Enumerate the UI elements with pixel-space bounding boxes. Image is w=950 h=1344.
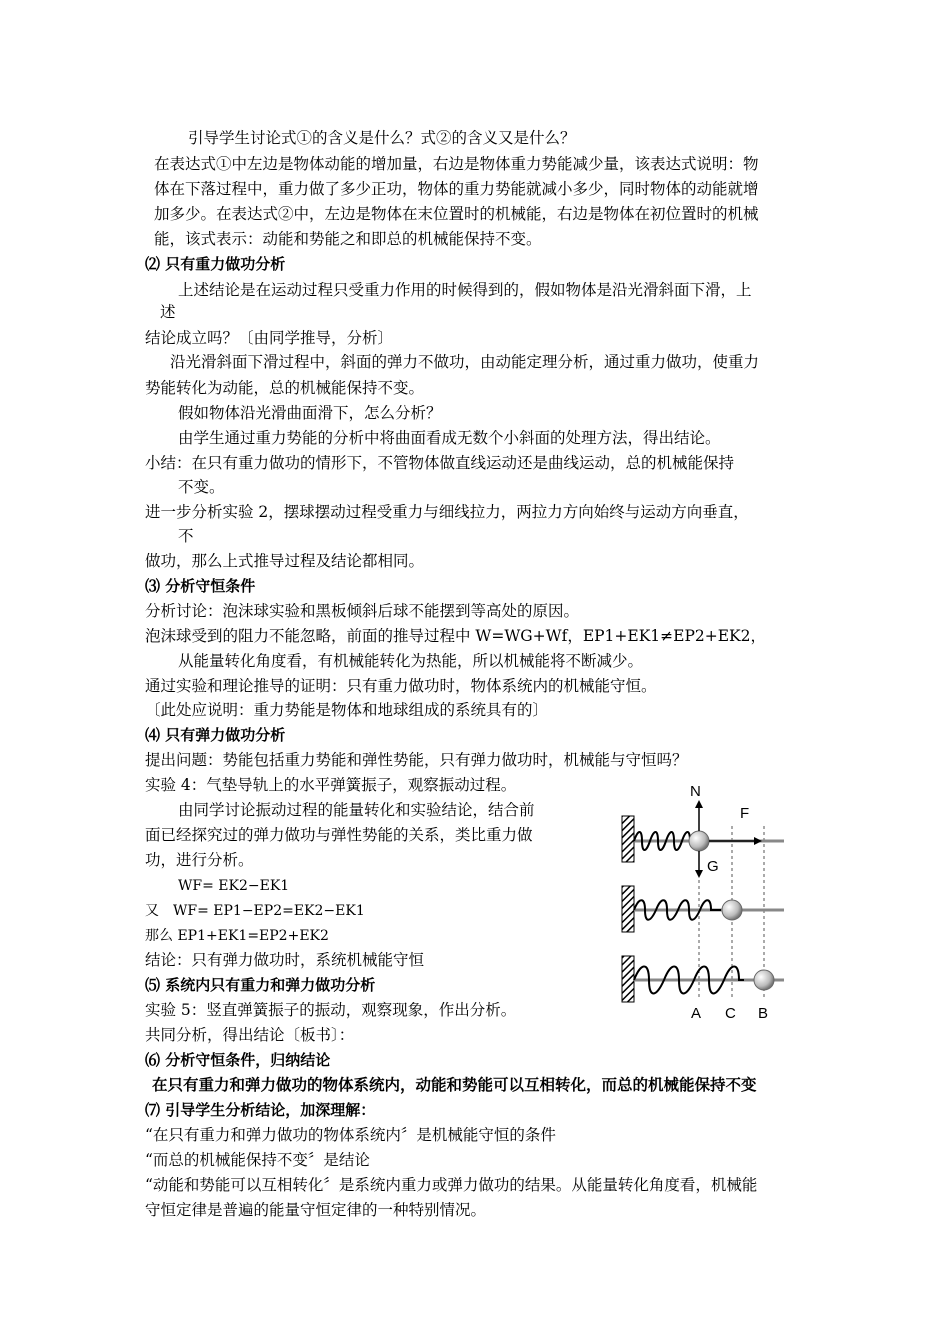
para-line-23: 共同分析，得出结论〔板书〕： bbox=[145, 1026, 355, 1044]
key-conclusion: 在只有重力和弹力做功的物体系统内，动能和势能可以互相转化，而总的机械能保持不变 bbox=[152, 1076, 757, 1094]
para-line-22: 功，进行分析。 bbox=[145, 851, 254, 869]
section-heading-2: ⑵ 只有重力做功分析 bbox=[145, 255, 286, 273]
para-line-14: 不 bbox=[178, 527, 194, 545]
understanding-line-1: “在只有重力和弹力做功的物体系统内〞是机械能守恒的条件 bbox=[145, 1126, 556, 1144]
para-line-9: 沿光滑斜面下滑过程中，斜面的弹力不做功，由动能定理分析，通过重力做功，使重力 bbox=[170, 353, 760, 371]
para-line-15: 做功，那么上式推导过程及结论都相同。 bbox=[145, 552, 425, 570]
summary-line-2: 不变。 bbox=[178, 478, 225, 496]
section-heading-6: ⑹ 分析守恒条件，归纳结论 bbox=[145, 1051, 331, 1069]
spring-oscillator-figure bbox=[612, 776, 802, 1026]
experiment-4-line: 实验 4：气垫导轨上的水平弹簧振子，观察振动过程。 bbox=[145, 776, 517, 794]
para-line-3: 体在下落过程中，重力做了多少正功，物体的重力势能就减小多少，同时物体的动能就增 bbox=[154, 180, 759, 198]
wall-1 bbox=[622, 816, 634, 862]
label-g: G bbox=[707, 858, 719, 875]
para-line-18: 通过实验和理论推导的证明：只有重力做功时，物体系统内的机械能守恒。 bbox=[145, 677, 657, 695]
experiment-5-line: 实验 5：竖直弹簧振子的振动，观察现象，作出分析。 bbox=[145, 1001, 517, 1019]
ball-2 bbox=[722, 900, 742, 920]
para-line-2: 在表达式①中左边是物体动能的增加量，右边是物体重力势能减少量，该表达式说明：物 bbox=[154, 155, 759, 173]
wall-3 bbox=[622, 956, 634, 1002]
formula-line-1: 泡沫球受到的阻力不能忽略，前面的推导过程中 W=WG+Wf，EP1+EK1≠EP2+EK2， bbox=[145, 627, 767, 645]
label-b: B bbox=[758, 1005, 769, 1022]
normal-force-arrowhead bbox=[695, 800, 703, 808]
understanding-line-2: “而总的机械能保持不变〞是结论 bbox=[145, 1151, 370, 1169]
label-f: F bbox=[740, 805, 750, 822]
label-n: N bbox=[690, 783, 701, 800]
ball-1 bbox=[689, 831, 709, 851]
para-line-6: 上述结论是在运动过程只受重力作用的时候得到的，假如物体是沿光滑斜面下滑，上 bbox=[178, 281, 752, 299]
para-line-17: 从能量转化角度看，有机械能转化为热能，所以机械能将不断减少。 bbox=[178, 652, 644, 670]
formula-line-4: 那么 EP1+EK1=EP2+EK2 bbox=[145, 928, 329, 944]
para-line-1: 引导学生讨论式①的含义是什么？式②的含义又是什么？ bbox=[188, 129, 576, 147]
section-heading-4: ⑷ 只有弹力做功分析 bbox=[145, 726, 286, 744]
summary-line-1: 小结：在只有重力做功的情形下，不管物体做直线运动还是曲线运动，总的机械能保持 bbox=[145, 454, 735, 472]
para-line-13: 进一步分析实验 2，摆球摆动过程受重力与细线拉力，两拉力方向始终与运动方向垂直， bbox=[145, 503, 749, 521]
gravity-arrowhead bbox=[695, 870, 703, 878]
wall-2 bbox=[622, 886, 634, 932]
para-line-11: 假如物体沿光滑曲面滑下，怎么分析？ bbox=[178, 404, 442, 422]
para-line-21: 面已经探究过的弹力做功与弹性势能的关系，类比重力做 bbox=[145, 826, 533, 844]
ball-3 bbox=[754, 970, 774, 990]
understanding-line-4: 守恒定律是普遍的能量守恒定律的一种特别情况。 bbox=[145, 1201, 487, 1219]
section-heading-3: ⑶ 分析守恒条件 bbox=[145, 577, 256, 595]
label-a: A bbox=[691, 1005, 702, 1022]
label-c: C bbox=[725, 1005, 736, 1022]
para-line-8: 结论成立吗？〔由同学推导，分析〕 bbox=[145, 329, 394, 347]
section-heading-7: ⑺ 引导学生分析结论，加深理解： bbox=[145, 1101, 376, 1119]
para-line-7: 述 bbox=[160, 303, 176, 321]
formula-line-2: WF= EK2−EK1 bbox=[178, 878, 290, 894]
note-line: 〔此处应说明：重力势能是物体和地球组成的系统具有的〕 bbox=[145, 701, 549, 719]
para-line-19: 提出问题：势能包括重力势能和弹性势能，只有弹力做功时，机械能与守恒吗？ bbox=[145, 751, 688, 769]
para-line-12: 由学生通过重力势能的分析中将曲面看成无数个小斜面的处理方法，得出结论。 bbox=[178, 429, 721, 447]
para-line-16: 分析讨论：泡沫球实验和黑板倾斜后球不能摆到等高处的原因。 bbox=[145, 602, 580, 620]
conclusion-line: 结论：只有弹力做功时，系统机械能守恒 bbox=[145, 951, 425, 969]
formula-line-3: 又 WF= EP1−EP2=EK2−EK1 bbox=[145, 903, 365, 919]
para-line-5: 能，该式表示：动能和势能之和即总的机械能保持不变。 bbox=[154, 230, 542, 248]
understanding-line-3: “动能和势能可以互相转化〞是系统内重力或弹力做功的结果。从能量转化角度看，机械能 bbox=[145, 1176, 758, 1194]
section-heading-5: ⑸ 系统内只有重力和弹力做功分析 bbox=[145, 976, 376, 994]
force-f-arrowhead bbox=[754, 837, 762, 845]
para-line-20: 由同学讨论振动过程的能量转化和实验结论，结合前 bbox=[178, 801, 535, 819]
para-line-4: 加多少。在表达式②中，左边是物体在末位置时的机械能，右边是物体在初位置时的机械 bbox=[154, 205, 759, 223]
para-line-10: 势能转化为动能，总的机械能保持不变。 bbox=[145, 379, 425, 397]
